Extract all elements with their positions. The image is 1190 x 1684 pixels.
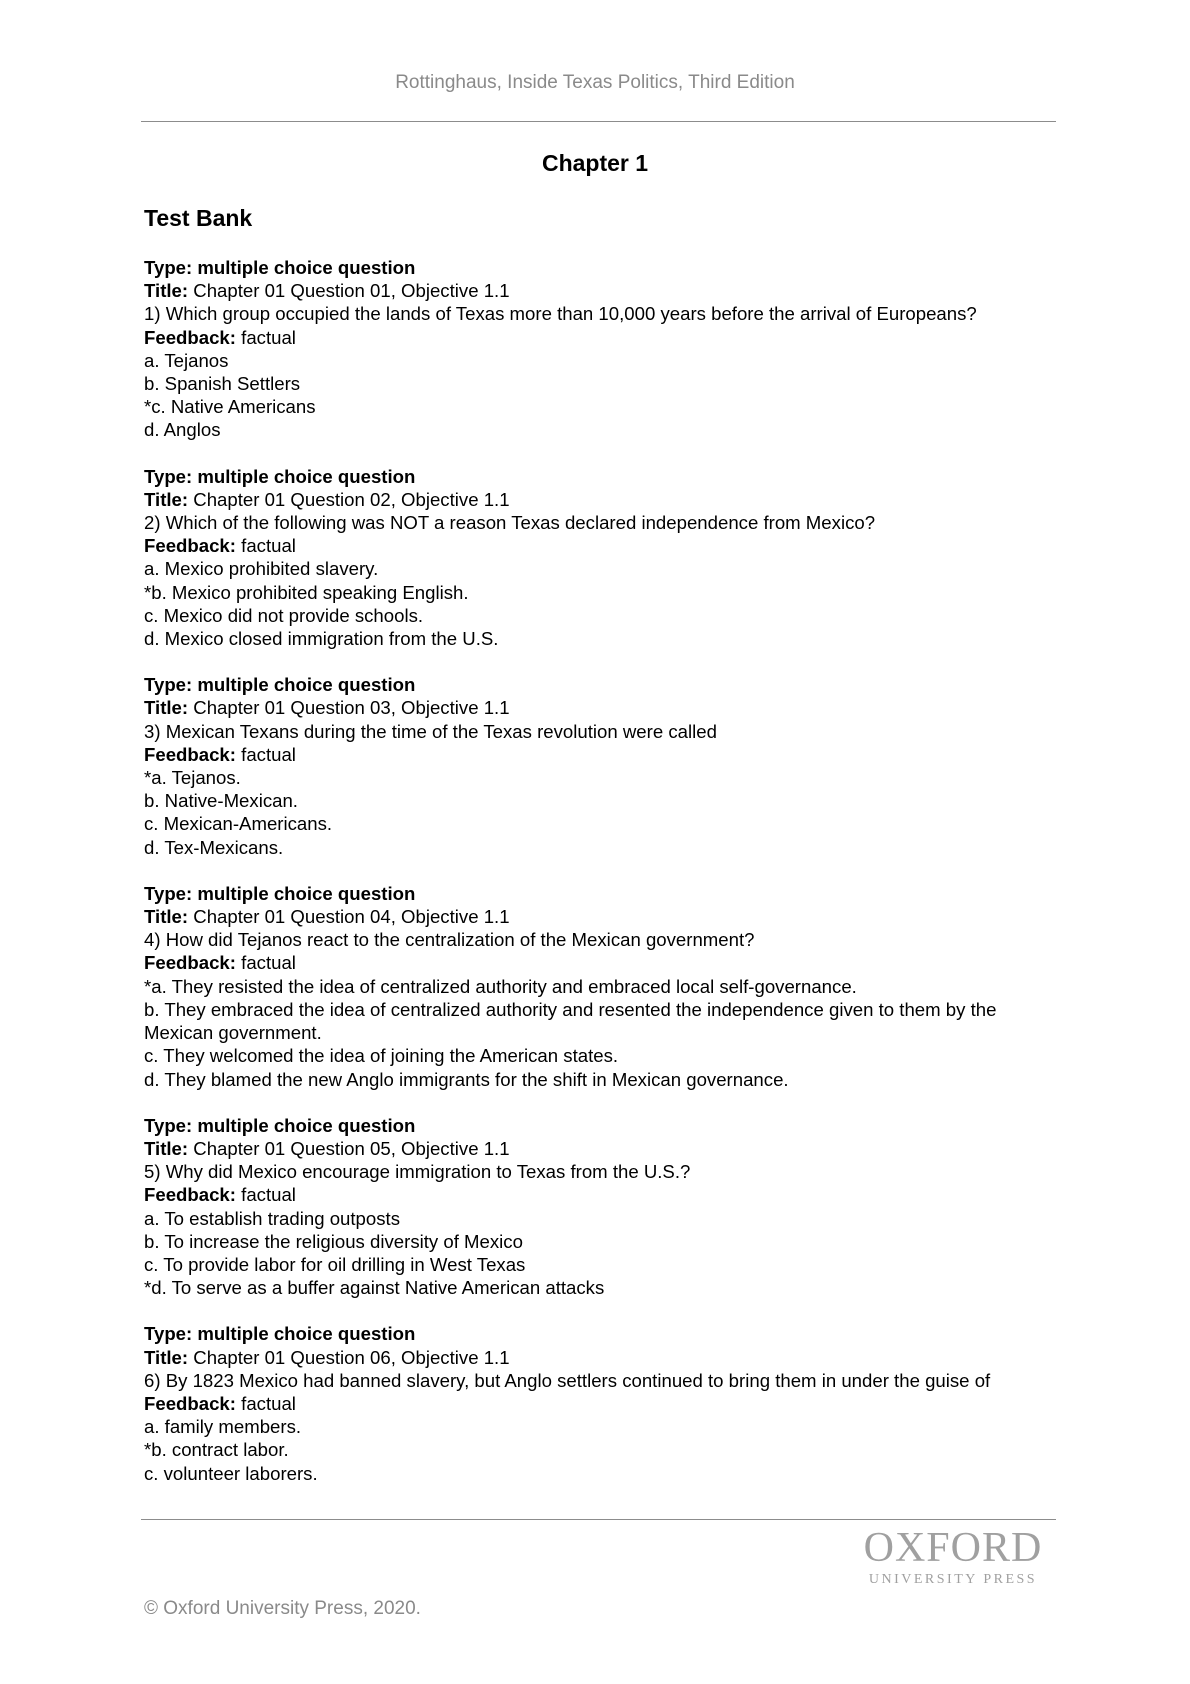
question-block: [144, 465, 1054, 651]
feedback-line: [144, 1392, 1054, 1415]
question-type: Type: multiple choice question: [144, 1114, 416, 1136]
chapter-title: Chapter 1: [541, 150, 649, 176]
question-block: [144, 882, 1054, 1091]
title-label: Title:: [144, 280, 189, 302]
question-block: [144, 673, 1054, 859]
feedback-label: Feedback:: [144, 535, 236, 557]
answer-option: a. Tejanos: [144, 349, 229, 371]
feedback-value: factual: [241, 535, 296, 557]
answer-option: c. They welcomed the idea of joining the American states.: [144, 1045, 619, 1067]
feedback-line: [144, 326, 1054, 349]
question-title-line: [144, 279, 1054, 302]
answer-option: *c. Native Americans: [144, 396, 316, 418]
question-block: [144, 1322, 1054, 1484]
logo-wordmark: OXFORD: [863, 1525, 1043, 1571]
question-block: [144, 1114, 1054, 1300]
feedback-value: factual: [241, 743, 296, 765]
answer-option: b. Spanish Settlers: [144, 373, 301, 395]
answer-option: *b. Mexico prohibited speaking English.: [144, 581, 469, 603]
feedback-line: [144, 1183, 1054, 1206]
logo-subtitle: UNIVERSITY PRESS: [868, 1572, 1038, 1587]
answer-option: d. Anglos: [144, 419, 221, 441]
feedback-label: Feedback:: [144, 1184, 236, 1206]
question-type: Type: multiple choice question: [144, 465, 416, 487]
answer-option: *a. Tejanos.: [144, 767, 241, 789]
answer-option: b. Native-Mexican.: [144, 790, 298, 812]
question-title-line: [144, 488, 1054, 511]
answer-option: *d. To serve as a buffer against Native American attacks: [144, 1277, 605, 1299]
feedback-label: Feedback:: [144, 952, 236, 974]
feedback-label: Feedback:: [144, 1392, 236, 1414]
oxford-logo: [858, 1526, 1048, 1588]
feedback-line: [144, 951, 1054, 974]
answer-option: d. Tex-Mexicans.: [144, 836, 284, 858]
question-title: Chapter 01 Question 02, Objective 1.1: [193, 488, 510, 510]
question-title: Chapter 01 Question 04, Objective 1.1: [193, 906, 510, 928]
question-title: Chapter 01 Question 05, Objective 1.1: [193, 1137, 510, 1159]
feedback-value: factual: [241, 1184, 296, 1206]
answer-option: b. They embraced the idea of centralized authority and resented the independence given to them by the Mexican government.: [144, 998, 997, 1044]
copyright-notice: © Oxford University Press, 2020.: [144, 1598, 421, 1619]
answer-option: a. To establish trading outposts: [144, 1207, 400, 1229]
title-label: Title:: [144, 488, 189, 510]
feedback-line: [144, 743, 1054, 766]
answer-option: c. To provide labor for oil drilling in West Texas: [144, 1253, 526, 1275]
feedback-label: Feedback:: [144, 326, 236, 348]
question-list: [144, 256, 1054, 1508]
answer-option: c. volunteer laborers.: [144, 1462, 318, 1484]
section-title: Test Bank: [144, 205, 253, 231]
question-type: Type: multiple choice question: [144, 882, 416, 904]
question-stem: 4) How did Tejanos react to the centralization of the Mexican government?: [144, 929, 755, 951]
question-type: Type: multiple choice question: [144, 674, 416, 696]
question-stem: 6) By 1823 Mexico had banned slavery, but Anglo settlers continued to bring them in under the guise of: [144, 1369, 991, 1391]
question-title-line: [144, 696, 1054, 719]
header-rule: [141, 121, 1056, 122]
feedback-line: [144, 534, 1054, 557]
question-title: Chapter 01 Question 01, Objective 1.1: [193, 280, 510, 302]
title-label: Title:: [144, 1346, 189, 1368]
title-label: Title:: [144, 906, 189, 928]
question-stem: 5) Why did Mexico encourage immigration to Texas from the U.S.?: [144, 1161, 691, 1183]
question-type: Type: multiple choice question: [144, 1323, 416, 1345]
feedback-value: factual: [241, 952, 296, 974]
question-stem: 3) Mexican Texans during the time of the Texas revolution were called: [144, 720, 717, 742]
footer-rule: [141, 1519, 1056, 1520]
answer-option: c. Mexico did not provide schools.: [144, 604, 424, 626]
question-title-line: [144, 905, 1054, 928]
question-title-line: [144, 1137, 1054, 1160]
question-stem: 2) Which of the following was NOT a reason Texas declared independence from Mexico?: [144, 512, 876, 534]
running-header: Rottinghaus, Inside Texas Politics, Third Edition: [395, 72, 795, 93]
question-title: Chapter 01 Question 03, Objective 1.1: [193, 697, 510, 719]
question-title: Chapter 01 Question 06, Objective 1.1: [193, 1346, 510, 1368]
feedback-label: Feedback:: [144, 743, 236, 765]
answer-option: d. Mexico closed immigration from the U.S.: [144, 628, 499, 650]
answer-option: b. To increase the religious diversity of Mexico: [144, 1230, 523, 1252]
title-label: Title:: [144, 697, 189, 719]
question-block: [144, 256, 1054, 442]
feedback-value: factual: [241, 1392, 296, 1414]
question-stem: 1) Which group occupied the lands of Texas more than 10,000 years before the arrival of Europeans?: [144, 303, 977, 325]
question-type: Type: multiple choice question: [144, 257, 416, 278]
title-label: Title:: [144, 1137, 189, 1159]
question-title-line: [144, 1346, 1054, 1369]
answer-option: c. Mexican-Americans.: [144, 813, 333, 835]
answer-option: d. They blamed the new Anglo immigrants for the shift in Mexican governance.: [144, 1068, 789, 1090]
answer-option: a. family members.: [144, 1416, 302, 1438]
answer-option: a. Mexico prohibited slavery.: [144, 558, 379, 580]
answer-option: *a. They resisted the idea of centralized authority and embraced local self-governance.: [144, 975, 857, 997]
answer-option: *b. contract labor.: [144, 1439, 289, 1461]
feedback-value: factual: [241, 326, 296, 348]
